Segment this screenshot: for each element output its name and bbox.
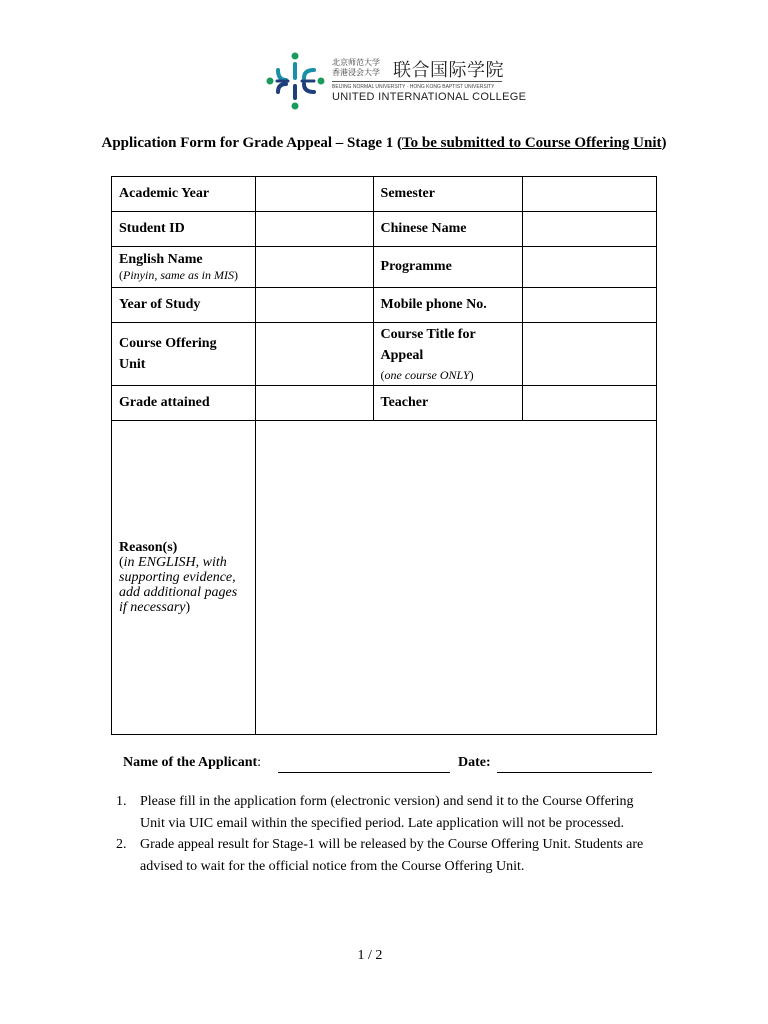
- programme-label: Programme: [373, 247, 523, 288]
- year-of-study-field[interactable]: [255, 288, 373, 323]
- academic-year-field[interactable]: [255, 177, 373, 212]
- mobile-phone-field[interactable]: [523, 288, 657, 323]
- student-id-label: Student ID: [112, 212, 256, 247]
- table-row: [112, 323, 657, 386]
- mobile-phone-label: Mobile phone No.: [373, 288, 523, 323]
- table-row: [112, 421, 657, 735]
- logo-college-name: UNITED INTERNATIONAL COLLEGE: [332, 91, 527, 103]
- applicant-name-line[interactable]: [278, 772, 450, 773]
- course-offering-unit-field[interactable]: [255, 323, 373, 386]
- logo-chinese-name: 联合国际学院: [393, 60, 504, 81]
- table-row: [112, 247, 657, 288]
- grade-attained-field[interactable]: [255, 386, 373, 421]
- teacher-field[interactable]: [523, 386, 657, 421]
- form-title: Application Form for Grade Appeal – Stage 1 (To be submitted to Course Offering Unit): [101, 135, 667, 151]
- date-line[interactable]: [497, 772, 652, 773]
- date-label: Date:: [458, 755, 491, 770]
- application-form-table: [111, 176, 657, 735]
- chinese-name-label: Chinese Name: [373, 212, 523, 247]
- academic-year-label: Academic Year: [112, 177, 256, 212]
- teacher-label: Teacher: [373, 386, 523, 421]
- semester-label: Semester: [373, 177, 523, 212]
- logo-chinese-small: 北京师范大学 香港浸会大学: [332, 58, 380, 77]
- instructions-list: [116, 791, 656, 877]
- uic-logo: [264, 50, 527, 112]
- year-of-study-label: Year of Study: [112, 288, 256, 323]
- page-number: 1 / 2: [357, 948, 383, 963]
- table-row: [112, 212, 657, 247]
- list-item: 2. Grade appeal result for Stage-1 will be released by the Course Offering Unit. Students are advised to wait for the official notice from the Course Offering Unit.: [116, 837, 644, 874]
- english-name-field[interactable]: [255, 247, 373, 288]
- logo-universities: BEIJING NORMAL UNIVERSITY · HONG KONG BAPTIST UNIVERSITY: [332, 84, 495, 90]
- uic-logo-icon: [264, 50, 328, 112]
- course-offering-unit-label: Course Offering Unit: [112, 323, 256, 386]
- table-row: [112, 288, 657, 323]
- student-id-field[interactable]: [255, 212, 373, 247]
- table-row: [112, 177, 657, 212]
- english-name-label: English Name (Pinyin, same as in MIS): [112, 247, 256, 288]
- applicant-name-label: Name of the Applicant:: [123, 755, 262, 770]
- list-item: 1. Please fill in the application form (electronic version) and send it to the Course Offering Unit via UIC email within the specified period. Late application will not be processed.: [116, 794, 634, 831]
- course-title-field[interactable]: [523, 323, 657, 386]
- programme-field[interactable]: [523, 247, 657, 288]
- table-row: [112, 386, 657, 421]
- reasons-field[interactable]: [255, 421, 656, 735]
- semester-field[interactable]: [523, 177, 657, 212]
- logo-divider: [332, 81, 502, 82]
- grade-attained-label: Grade attained: [112, 386, 256, 421]
- reasons-label: Reason(s) (in ENGLISH, with supporting evidence, add additional pages if necessary): [112, 421, 256, 735]
- course-title-label: Course Title for Appeal (one course ONLY): [373, 323, 523, 386]
- chinese-name-field[interactable]: [523, 212, 657, 247]
